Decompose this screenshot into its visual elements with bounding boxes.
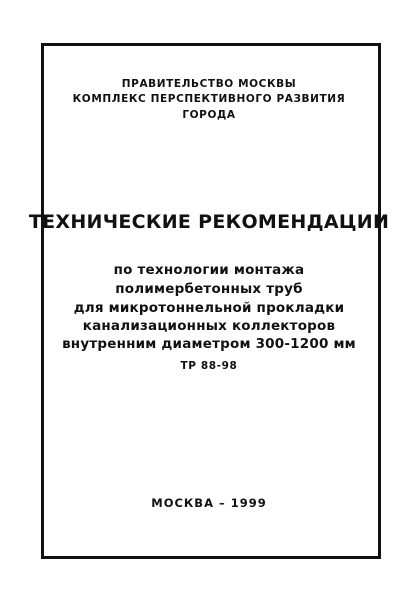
subtitle-line-2: полимербетонных труб	[115, 281, 303, 297]
issuer-line-3: ГОРОДА	[182, 109, 236, 121]
subtitle-line-5: внутренним диаметром 300-1200 мм	[62, 336, 356, 352]
issuer-line-2: КОМПЛЕКС ПЕРСПЕКТИВНОГО РАЗВИТИЯ	[72, 93, 346, 105]
subtitle-line-3: для микротоннельной прокладки	[73, 300, 345, 316]
subtitle-line-4: канализационных коллекторов	[82, 318, 336, 334]
city-year: МОСКВА – 1999	[151, 496, 267, 510]
issuer-line-1: ПРАВИТЕЛЬСТВО МОСКВЫ	[121, 78, 297, 90]
subtitle-line-1: по технологии монтажа	[113, 262, 305, 278]
document-code: ТР 88-98	[180, 360, 238, 372]
document-title: ТЕХНИЧЕСКИЕ РЕКОМЕНДАЦИИ	[28, 211, 390, 233]
